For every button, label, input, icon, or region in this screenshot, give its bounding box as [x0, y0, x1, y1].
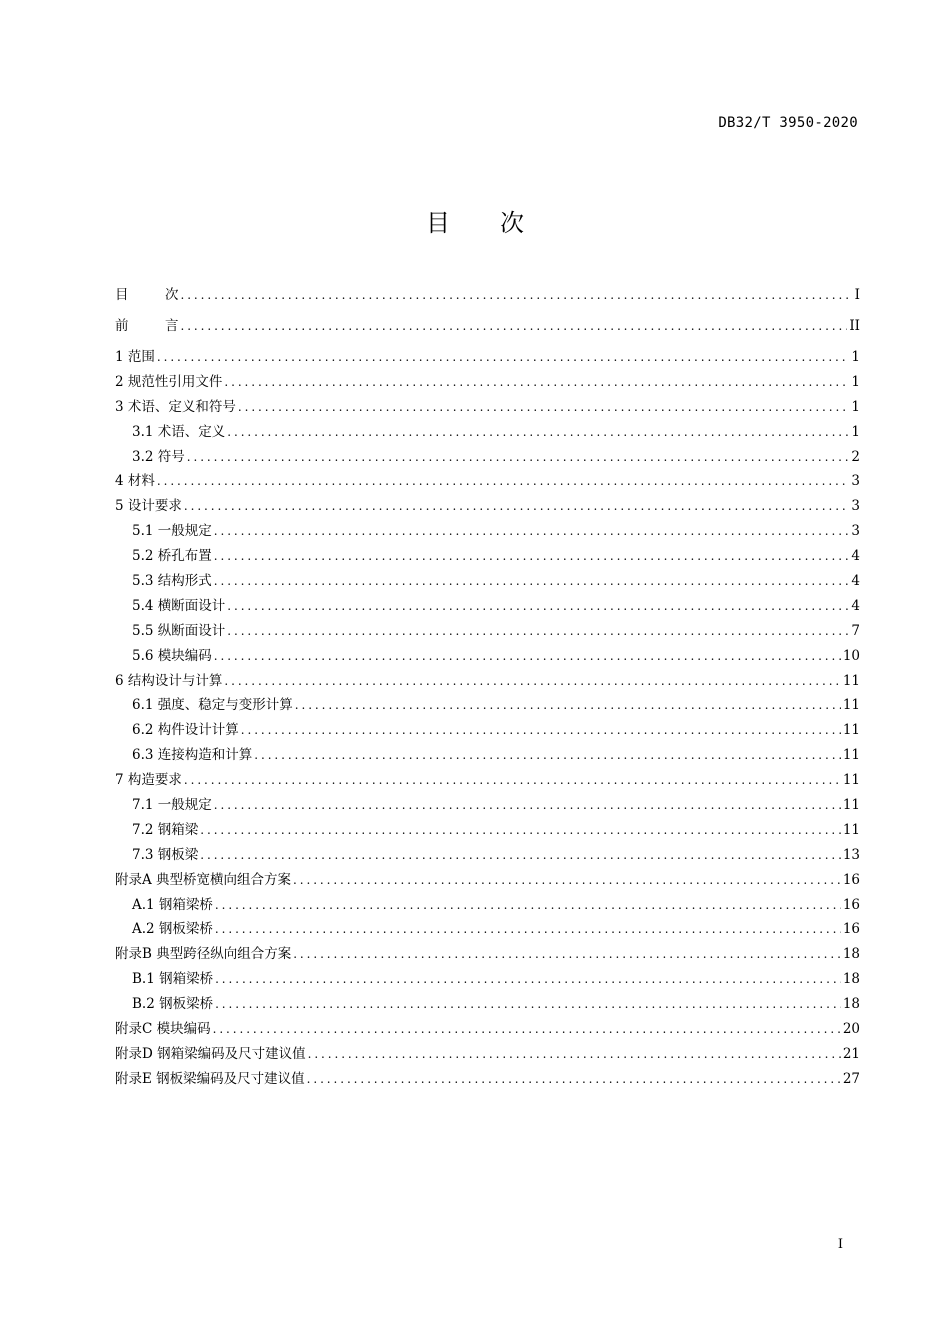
toc-entry[interactable]: [115, 843, 860, 868]
toc-entry-page: 20: [842, 1021, 860, 1038]
toc-entry[interactable]: [115, 445, 860, 470]
toc-leader: [295, 698, 841, 712]
toc-leader: [214, 549, 850, 563]
toc-entry[interactable]: [115, 314, 860, 345]
toc-leader: [157, 350, 850, 364]
toc-leader: [181, 319, 848, 333]
toc-leader: [214, 524, 850, 538]
toc-entry-label: 6.3 连接构造和计算: [132, 747, 253, 764]
toc-entry-label: A.2 钢板梁桥: [132, 921, 213, 938]
toc-entry[interactable]: [115, 967, 860, 992]
toc-entry-label: 3 术语、定义和符号: [115, 398, 236, 415]
toc-entry-label: 3.2 符号: [132, 448, 185, 465]
toc-leader: [184, 499, 850, 513]
toc-entry-page: 4: [851, 548, 860, 565]
toc-entry-page: 11: [842, 722, 860, 739]
toc-entry-label: 6 结构设计与计算: [115, 672, 223, 689]
toc-entry[interactable]: [115, 718, 860, 743]
toc-entry[interactable]: [115, 669, 860, 694]
toc-entry-label: 5.4 横断面设计: [132, 597, 226, 614]
toc-entry-label: A.1 钢箱梁桥: [132, 896, 213, 913]
page-title: [0, 203, 950, 238]
toc-entry-page: 18: [842, 946, 860, 963]
toc-entry-page: 11: [842, 797, 860, 814]
toc-entry-label: B.2 钢板梁桥: [132, 996, 214, 1013]
toc-entry-label: 前 言: [115, 318, 179, 334]
toc-entry[interactable]: [115, 594, 860, 619]
toc-leader: [200, 823, 841, 837]
toc-entry[interactable]: [115, 1017, 860, 1042]
toc-leader: [187, 450, 850, 464]
toc-entry-label: 附录D 钢箱梁编码及尺寸建议值: [115, 1045, 306, 1062]
toc-entry[interactable]: [115, 519, 860, 544]
toc-entry-label: 6.1 强度、稳定与变形计算: [132, 697, 293, 714]
toc-leader: [215, 898, 841, 912]
toc-entry[interactable]: [115, 793, 860, 818]
page-number: I: [837, 1237, 843, 1252]
toc-entry-label: 7.3 钢板梁: [132, 846, 199, 863]
toc-entry-label: 5.6 模块编码: [132, 647, 212, 664]
toc-entry-page: II: [849, 318, 860, 334]
toc-entry[interactable]: [115, 644, 860, 669]
toc-entry-label: 7.2 钢箱梁: [132, 821, 199, 838]
toc-entry-page: 11: [842, 772, 860, 789]
toc-entry-page: 16: [842, 921, 860, 938]
toc-entry-page: 18: [842, 996, 860, 1013]
toc-leader: [181, 288, 853, 302]
toc-entry[interactable]: [115, 818, 860, 843]
toc-entry[interactable]: [115, 992, 860, 1017]
standard-code: DB32/T 3950-2020: [718, 115, 858, 131]
toc-entry-page: 1: [851, 423, 860, 440]
title-char-1: 目: [426, 209, 450, 237]
toc-entry-label: 附录B 典型跨径纵向组合方案: [115, 946, 292, 963]
toc-leader: [157, 474, 850, 488]
toc-leader: [238, 400, 850, 414]
toc-entry-page: 3: [851, 498, 860, 515]
toc-entry-page: 3: [851, 473, 860, 490]
toc-entry-page: 1: [851, 373, 860, 390]
toc-entry[interactable]: [115, 494, 860, 519]
toc-entry-label: 5.3 结构形式: [132, 573, 212, 590]
toc-entry[interactable]: [115, 395, 860, 420]
toc-entry-page: I: [854, 287, 860, 303]
toc-entry[interactable]: [115, 1067, 860, 1092]
toc-leader: [224, 674, 840, 688]
toc-leader: [254, 748, 841, 762]
toc-leader: [293, 873, 841, 887]
toc-entry[interactable]: [115, 345, 860, 370]
toc-entry[interactable]: [115, 469, 860, 494]
toc-entry-page: 11: [842, 672, 860, 689]
toc-entry-label: 5 设计要求: [115, 498, 182, 515]
toc-leader: [184, 773, 841, 787]
toc-entry-page: 2: [851, 448, 860, 465]
toc-entry-label: 目 次: [115, 287, 179, 303]
toc-entry[interactable]: [115, 942, 860, 967]
toc-entry[interactable]: [115, 893, 860, 918]
toc-entry-page: 10: [842, 647, 860, 664]
toc-entry-label: 5.1 一般规定: [132, 523, 212, 540]
toc-entry[interactable]: [115, 768, 860, 793]
toc-entry-label: 3.1 术语、定义: [132, 423, 226, 440]
toc-entry[interactable]: [115, 370, 860, 395]
toc-entry-label: 7 构造要求: [115, 772, 182, 789]
toc-entry-page: 3: [851, 523, 860, 540]
toc-entry-page: 11: [842, 821, 860, 838]
toc-entry-label: 5.5 纵断面设计: [132, 622, 226, 639]
toc-entry-page: 1: [851, 349, 860, 365]
toc-entry-page: 21: [842, 1045, 860, 1062]
toc-entry-page: 4: [851, 597, 860, 614]
toc-entry-page: 4: [851, 573, 860, 590]
toc-entry-label: 附录C 模块编码: [115, 1021, 211, 1038]
toc-leader: [227, 425, 849, 439]
title-char-2: 次: [500, 209, 524, 237]
toc-entry-label: 4 材料: [115, 473, 155, 490]
toc-entry[interactable]: [115, 868, 860, 893]
toc-entry-page: 27: [842, 1070, 860, 1087]
toc-entry-label: 5.2 桥孔布置: [132, 548, 212, 565]
toc-entry-label: B.1 钢箱梁桥: [132, 971, 214, 988]
toc-leader: [214, 649, 841, 663]
toc-leader: [214, 798, 841, 812]
toc-entry[interactable]: [115, 1042, 860, 1067]
toc-entry-label: 2 规范性引用文件: [115, 373, 223, 390]
toc-leader: [308, 1047, 841, 1061]
toc-entry-page: 16: [842, 896, 860, 913]
toc-leader: [241, 723, 841, 737]
toc-entry-page: 16: [842, 871, 860, 888]
toc-leader: [227, 624, 849, 638]
toc-leader: [214, 574, 850, 588]
toc-entry-page: 11: [842, 697, 860, 714]
toc-leader: [215, 922, 841, 936]
toc-leader: [227, 599, 849, 613]
toc-leader: [215, 997, 841, 1011]
toc-entry[interactable]: [115, 619, 860, 644]
toc-leader: [293, 947, 841, 961]
table-of-contents: [115, 283, 860, 1092]
toc-entry-label: 附录A 典型桥宽横向组合方案: [115, 871, 292, 888]
toc-entry[interactable]: [115, 420, 860, 445]
toc-entry-page: 13: [842, 846, 860, 863]
toc-entry-page: 11: [842, 747, 860, 764]
toc-entry[interactable]: [115, 544, 860, 569]
toc-leader: [307, 1072, 841, 1086]
toc-entry-page: 1: [851, 398, 860, 415]
toc-leader: [215, 972, 841, 986]
toc-entry[interactable]: [115, 743, 860, 768]
toc-entry-label: 1 范围: [115, 349, 155, 365]
toc-entry-label: 附录E 钢板梁编码及尺寸建议值: [115, 1070, 305, 1087]
toc-leader: [213, 1022, 841, 1036]
toc-entry-page: 7: [851, 622, 860, 639]
toc-leader: [200, 848, 841, 862]
toc-entry[interactable]: [115, 569, 860, 594]
toc-leader: [224, 375, 849, 389]
toc-entry[interactable]: [115, 693, 860, 718]
toc-entry-page: 18: [842, 971, 860, 988]
toc-entry-label: 6.2 构件设计计算: [132, 722, 239, 739]
toc-entry[interactable]: [115, 283, 860, 314]
toc-entry[interactable]: [115, 917, 860, 942]
toc-entry-label: 7.1 一般规定: [132, 797, 212, 814]
